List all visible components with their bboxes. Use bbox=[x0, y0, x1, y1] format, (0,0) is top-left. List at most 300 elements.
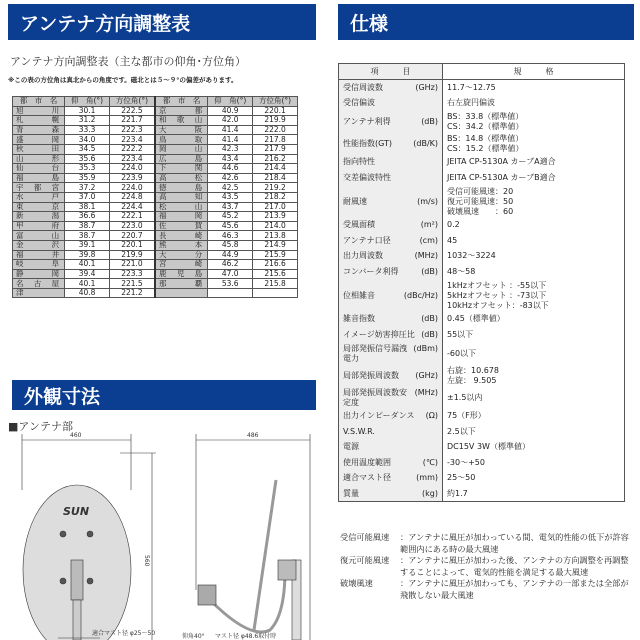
spec-value bbox=[443, 80, 625, 96]
elevation-angle: 40.8 bbox=[65, 288, 110, 298]
azimuth-angle: 215.8 bbox=[253, 279, 298, 289]
azimuth-angle: 213.9 bbox=[253, 212, 298, 222]
spec-value bbox=[443, 486, 625, 502]
table-row bbox=[13, 192, 298, 202]
azimuth-angle bbox=[253, 288, 298, 298]
spec-row bbox=[339, 264, 625, 280]
city-name: 岡山 bbox=[155, 144, 208, 154]
width-dimension: 460 bbox=[70, 432, 82, 439]
city-name: 下関 bbox=[155, 164, 208, 174]
city-name: 富山 bbox=[13, 231, 65, 241]
azimuth-angle: 219.2 bbox=[253, 183, 298, 193]
spec-row bbox=[339, 218, 625, 234]
spec-item bbox=[339, 455, 443, 471]
azimuth-angle: 220.7 bbox=[109, 231, 155, 241]
spec-value bbox=[443, 95, 625, 111]
spec-row bbox=[339, 80, 625, 96]
table-row bbox=[13, 183, 298, 193]
spec-item bbox=[339, 186, 443, 218]
city-name: 秋田 bbox=[13, 144, 65, 154]
azimuth-angle: 222.0 bbox=[253, 125, 298, 135]
spec-value-line: 0.45（標準値） bbox=[447, 314, 505, 324]
elevation-angle: 46.2 bbox=[208, 260, 253, 270]
spec-value bbox=[443, 111, 625, 133]
elevation-angle: 39.8 bbox=[65, 250, 110, 260]
spec-value bbox=[443, 280, 625, 312]
spec-value bbox=[443, 155, 625, 171]
spec-item-unit: (dB) bbox=[421, 329, 438, 339]
city-name: 広島 bbox=[155, 154, 208, 164]
azimuth-angle: 222.3 bbox=[109, 125, 155, 135]
spec-value bbox=[443, 327, 625, 343]
spec-value bbox=[443, 455, 625, 471]
spec-value-line: -60以下 bbox=[447, 348, 477, 358]
city-name: 大分 bbox=[155, 250, 208, 260]
azimuth-angle: 221.2 bbox=[109, 288, 155, 298]
city-name: 岐阜 bbox=[13, 260, 65, 270]
spec-value bbox=[443, 249, 625, 265]
spec-item-name: 交差偏波特性 bbox=[343, 172, 391, 182]
azimuth-angle: 216.6 bbox=[253, 260, 298, 270]
table-note: ※この表の方位角は真北からの角度です。磁北とは５～９°の偏差があります。 bbox=[8, 76, 238, 84]
elevation-angle: 40.1 bbox=[65, 260, 110, 270]
mast-diameter-label: 適合マスト径 φ25～50 bbox=[92, 630, 156, 637]
spec-item-name: 適合マスト径 bbox=[343, 473, 391, 483]
spec-item-name: 指向特性 bbox=[343, 157, 375, 167]
spec-item bbox=[339, 471, 443, 487]
spec-item-name: 出力インピーダンス bbox=[343, 411, 415, 421]
elevation-angle: 30.1 bbox=[65, 106, 110, 116]
spec-item-name: 質量 bbox=[343, 488, 359, 498]
spec-value bbox=[443, 264, 625, 280]
spec-item-unit: (m/s) bbox=[417, 196, 438, 206]
spec-header-row bbox=[339, 64, 625, 80]
spec-value-line: CS：15.2（標準値） bbox=[447, 143, 524, 153]
column-header: 都 市 名 bbox=[155, 97, 208, 107]
elevation-angle: 43.5 bbox=[208, 192, 253, 202]
elevation-angle: 37.2 bbox=[65, 183, 110, 193]
elevation-angle: 53.6 bbox=[208, 279, 253, 289]
elevation-angle: 38.7 bbox=[65, 221, 110, 231]
spec-value bbox=[443, 365, 625, 387]
spec-value-line: 5kHzオフセット ：-73以下 bbox=[447, 290, 547, 300]
table-subtitle: アンテナ方向調整表（主な都市の仰角･方位角） bbox=[10, 55, 247, 68]
elevation-angle: 45.8 bbox=[208, 240, 253, 250]
city-name: 長崎 bbox=[155, 231, 208, 241]
spec-value-line: 右旋：10.678 bbox=[447, 365, 499, 375]
spec-item-unit: (GHz) bbox=[415, 82, 438, 92]
azimuth-angle: 223.4 bbox=[109, 135, 155, 145]
spec-item-name: 受風面積 bbox=[343, 220, 375, 230]
city-name: 宇都宮 bbox=[13, 183, 65, 193]
spec-item bbox=[339, 343, 443, 365]
spec-item bbox=[339, 170, 443, 186]
spec-value bbox=[443, 170, 625, 186]
spec-row bbox=[339, 440, 625, 456]
column-header: 仰 角(°) bbox=[65, 97, 110, 107]
elevation-angle: 45.2 bbox=[208, 212, 253, 222]
azimuth-angle: 222.5 bbox=[109, 106, 155, 116]
city-name: 熊本 bbox=[155, 240, 208, 250]
spec-item-name: 受信周波数 bbox=[343, 82, 383, 92]
spec-value-line: BS：14.8（標準値） bbox=[447, 133, 524, 143]
note-term: 受信可能風速 bbox=[340, 532, 390, 542]
spec-value bbox=[443, 409, 625, 425]
spec-item-name: 耐風速 bbox=[343, 196, 367, 206]
spec-item-unit: (kg) bbox=[422, 488, 438, 498]
spec-value bbox=[443, 440, 625, 456]
spec-row bbox=[339, 233, 625, 249]
section-title: 仕様 bbox=[350, 12, 389, 35]
spec-item-unit: (m²) bbox=[420, 220, 438, 230]
spec-row bbox=[339, 327, 625, 343]
depth-dimension: 486 bbox=[247, 432, 259, 439]
city-name: 盛岡 bbox=[13, 135, 65, 145]
azimuth-angle: 222.1 bbox=[109, 212, 155, 222]
spec-item bbox=[339, 133, 443, 155]
city-name: 松山 bbox=[155, 202, 208, 212]
spec-row bbox=[339, 455, 625, 471]
spec-row bbox=[339, 486, 625, 502]
elevation-angle: 46.3 bbox=[208, 231, 253, 241]
azimuth-angle: 217.0 bbox=[253, 202, 298, 212]
column-header: 方位角(°) bbox=[253, 97, 298, 107]
spec-item bbox=[339, 424, 443, 440]
note-item bbox=[340, 532, 635, 555]
elevation-angle: 45.6 bbox=[208, 221, 253, 231]
spec-value-line: 45 bbox=[447, 235, 458, 245]
elevation-angle: 39.1 bbox=[65, 240, 110, 250]
spec-value-line: 1032～3224 bbox=[447, 251, 496, 261]
spec-row bbox=[339, 409, 625, 425]
spec-value bbox=[443, 471, 625, 487]
elevation-angle: 40.9 bbox=[208, 106, 253, 116]
spec-value-line: 75（F形） bbox=[447, 411, 486, 421]
city-name: 甲府 bbox=[13, 221, 65, 231]
note-item bbox=[340, 555, 635, 578]
spec-item-name: 電源 bbox=[343, 442, 359, 452]
spec-value-line: 復元可能風速：50 bbox=[447, 196, 514, 206]
spec-value-line: 2.5以下 bbox=[447, 426, 476, 436]
azimuth-angle: 219.9 bbox=[109, 250, 155, 260]
azimuth-angle: 222.2 bbox=[109, 144, 155, 154]
city-name: 旭川 bbox=[13, 106, 65, 116]
header-spec: 規 格 bbox=[443, 64, 625, 80]
antenna-section-label: ■アンテナ部 bbox=[8, 420, 73, 433]
spec-item bbox=[339, 312, 443, 328]
azimuth-angle: 221.5 bbox=[109, 279, 155, 289]
spec-value bbox=[443, 233, 625, 249]
city-name: 高知 bbox=[155, 192, 208, 202]
elevation-angle: 42.3 bbox=[208, 144, 253, 154]
city-name: 佐賀 bbox=[155, 221, 208, 231]
table-row bbox=[13, 231, 298, 241]
city-name: 鳥取 bbox=[155, 135, 208, 145]
spec-item bbox=[339, 365, 443, 387]
brand-logo: SUN bbox=[63, 505, 90, 518]
spec-item-name: コンバータ利得 bbox=[343, 266, 399, 276]
city-name: 津 bbox=[13, 288, 65, 298]
azimuth-angle: 217.8 bbox=[253, 135, 298, 145]
height-dimension: 560 bbox=[143, 555, 150, 567]
spec-value-line: 55以下 bbox=[447, 329, 474, 339]
elevation-angle bbox=[208, 288, 253, 298]
column-header: 都 市 名 bbox=[13, 97, 65, 107]
spec-value-line: -30～+50 bbox=[447, 457, 485, 467]
azimuth-angle: 223.0 bbox=[109, 221, 155, 231]
table-row bbox=[13, 260, 298, 270]
spec-item-unit: (cm) bbox=[419, 235, 438, 245]
spec-value-line: DC15V 3W（標準値） bbox=[447, 442, 530, 452]
spec-value-line: 1kHzオフセット ：-55以下 bbox=[447, 280, 547, 290]
city-name bbox=[155, 288, 208, 298]
note-term: 復元可能風速 bbox=[340, 555, 390, 565]
spec-value bbox=[443, 312, 625, 328]
elevation-angle: 37.0 bbox=[65, 192, 110, 202]
spec-row bbox=[339, 280, 625, 312]
city-name: 名古屋 bbox=[13, 279, 65, 289]
spec-item-unit: (dB/K) bbox=[413, 138, 438, 148]
spec-value-line: JEITA CP-5130A カーブB適合 bbox=[447, 172, 556, 182]
header-item: 項 目 bbox=[339, 64, 443, 80]
spec-item-unit: (dB) bbox=[421, 314, 438, 324]
elevation-angle: 43.4 bbox=[208, 154, 253, 164]
table-row bbox=[13, 173, 298, 183]
azimuth-angle: 219.9 bbox=[253, 116, 298, 126]
spec-value-line: 右左旋円偏波 bbox=[447, 97, 495, 107]
spec-value-line: 受信可能風速：20 bbox=[447, 186, 514, 196]
elevation-angle: 47.0 bbox=[208, 269, 253, 279]
azimuth-angle: 217.9 bbox=[253, 144, 298, 154]
elevation-angle: 39.4 bbox=[65, 269, 110, 279]
spec-notes bbox=[340, 532, 635, 601]
mast-mount-label: マスト径 φ48.6取付時 bbox=[215, 633, 277, 640]
note-definition: ：アンテナに風圧が加わった後、アンテナの方向調整を再調整することによって、電気的性能を満足する最大風速 bbox=[400, 555, 629, 577]
spec-item bbox=[339, 233, 443, 249]
spec-row bbox=[339, 249, 625, 265]
spec-value-line: 10kHzオフセット：-83以下 bbox=[447, 300, 549, 310]
spec-row bbox=[339, 471, 625, 487]
city-name: 福岡 bbox=[155, 212, 208, 222]
spec-value bbox=[443, 424, 625, 440]
spec-value-line: CS：34.2（標準値） bbox=[447, 121, 524, 131]
elevation-angle: 42.5 bbox=[208, 183, 253, 193]
city-name: 山形 bbox=[13, 154, 65, 164]
azimuth-angle: 215.6 bbox=[253, 269, 298, 279]
spec-item-unit: (Ω) bbox=[425, 411, 438, 421]
spec-row bbox=[339, 95, 625, 111]
spec-item-name: 局部発振信号漏洩電力 bbox=[343, 343, 407, 363]
spec-item-unit: (℃) bbox=[422, 457, 438, 467]
spec-value bbox=[443, 186, 625, 218]
elevation-angle: 35.9 bbox=[65, 173, 110, 183]
spec-row bbox=[339, 312, 625, 328]
city-name: 徳島 bbox=[155, 183, 208, 193]
spec-item bbox=[339, 249, 443, 265]
spec-item bbox=[339, 387, 443, 409]
azimuth-angle: 214.4 bbox=[253, 164, 298, 174]
section-title: アンテナ方向調整表 bbox=[20, 12, 191, 35]
dimensions-banner bbox=[12, 380, 316, 410]
azimuth-angle: 223.9 bbox=[109, 173, 155, 183]
spec-item bbox=[339, 264, 443, 280]
elevation-angle: 35.3 bbox=[65, 164, 110, 174]
city-angle-table bbox=[12, 96, 298, 298]
elevation-angle: 41.4 bbox=[208, 125, 253, 135]
spec-item-name: 局部発振周波数安定度 bbox=[343, 387, 407, 407]
table-row bbox=[13, 221, 298, 231]
elevation-angle: 44.9 bbox=[208, 250, 253, 260]
spec-value-line: 破壊風速 ：60 bbox=[447, 206, 514, 216]
city-name: 仙台 bbox=[13, 164, 65, 174]
city-name: 京都 bbox=[155, 106, 208, 116]
spec-item-name: アンテナ口径 bbox=[343, 235, 391, 245]
azimuth-angle: 221.0 bbox=[109, 260, 155, 270]
spec-value-line: 左旋： 9.505 bbox=[447, 375, 497, 385]
city-name: 那覇 bbox=[155, 279, 208, 289]
spec-banner bbox=[338, 4, 634, 40]
city-name: 鹿児島 bbox=[155, 269, 208, 279]
spec-row bbox=[339, 387, 625, 409]
spec-item-unit: (mm) bbox=[416, 473, 438, 483]
table-row bbox=[13, 288, 298, 298]
table-row bbox=[13, 144, 298, 154]
table-row bbox=[13, 269, 298, 279]
azimuth-angle: 223.3 bbox=[109, 269, 155, 279]
note-item bbox=[340, 578, 635, 601]
table-row bbox=[13, 279, 298, 289]
column-header: 方位角(°) bbox=[109, 97, 155, 107]
table-row bbox=[13, 125, 298, 135]
elevation-angle: 35.6 bbox=[65, 154, 110, 164]
spec-value bbox=[443, 218, 625, 234]
spec-item-unit: (dB) bbox=[421, 266, 438, 276]
azimuth-angle: 224.4 bbox=[109, 202, 155, 212]
spec-row bbox=[339, 343, 625, 365]
elevation-label: 仰角40° bbox=[182, 633, 205, 640]
elevation-angle: 36.6 bbox=[65, 212, 110, 222]
elevation-angle: 34.5 bbox=[65, 144, 110, 154]
elevation-angle: 43.7 bbox=[208, 202, 253, 212]
elevation-angle: 31.2 bbox=[65, 116, 110, 126]
azimuth-angle: 213.8 bbox=[253, 231, 298, 241]
spec-item-unit: (GHz) bbox=[415, 370, 438, 380]
azimuth-angle: 220.1 bbox=[253, 106, 298, 116]
azimuth-angle: 224.0 bbox=[109, 164, 155, 174]
antenna-dimension-drawing bbox=[0, 430, 330, 640]
spec-value bbox=[443, 387, 625, 409]
table-row bbox=[13, 164, 298, 174]
city-name: 静岡 bbox=[13, 269, 65, 279]
city-name: 宮崎 bbox=[155, 260, 208, 270]
spec-row bbox=[339, 155, 625, 171]
spec-row bbox=[339, 365, 625, 387]
azimuth-angle: 221.7 bbox=[109, 116, 155, 126]
city-name: 青森 bbox=[13, 125, 65, 135]
elevation-angle: 38.1 bbox=[65, 202, 110, 212]
azimuth-angle: 214.0 bbox=[253, 221, 298, 231]
spec-item bbox=[339, 280, 443, 312]
spec-item-name: 局部発振周波数 bbox=[343, 370, 399, 380]
spec-row bbox=[339, 186, 625, 218]
spec-item-unit: (dBm) bbox=[413, 343, 438, 353]
spec-item-name: 出力周波数 bbox=[343, 251, 383, 261]
spec-item bbox=[339, 111, 443, 133]
spec-item-name: 性能指数(GT) bbox=[343, 138, 393, 148]
spec-item-name: 使用温度範囲 bbox=[343, 457, 391, 467]
spec-item-name: 受信偏波 bbox=[343, 97, 375, 107]
spec-item bbox=[339, 218, 443, 234]
azimuth-angle: 216.2 bbox=[253, 154, 298, 164]
spec-value-line: 約1.7 bbox=[447, 488, 468, 498]
spec-value-line: 0.2 bbox=[447, 220, 460, 230]
spec-item bbox=[339, 155, 443, 171]
spec-row bbox=[339, 133, 625, 155]
spec-item bbox=[339, 486, 443, 502]
spec-item-name: V.S.W.R. bbox=[343, 426, 375, 436]
note-term: 破壊風速 bbox=[340, 578, 373, 588]
spec-row bbox=[339, 424, 625, 440]
spec-row bbox=[339, 111, 625, 133]
azimuth-angle: 220.1 bbox=[109, 240, 155, 250]
section-title: 外観寸法 bbox=[24, 385, 101, 408]
elevation-angle: 38.7 bbox=[65, 231, 110, 241]
city-name: 高松 bbox=[155, 173, 208, 183]
elevation-angle: 42.0 bbox=[208, 116, 253, 126]
elevation-angle: 33.3 bbox=[65, 125, 110, 135]
spec-value bbox=[443, 343, 625, 365]
elevation-angle: 41.4 bbox=[208, 135, 253, 145]
azimuth-angle: 218.2 bbox=[253, 192, 298, 202]
spec-item-name: アンテナ利得 bbox=[343, 116, 391, 126]
spec-item bbox=[339, 95, 443, 111]
spec-item bbox=[339, 327, 443, 343]
direction-table-banner bbox=[8, 4, 316, 40]
spec-item-name: 位相雑音 bbox=[343, 290, 375, 300]
city-name: 福井 bbox=[13, 250, 65, 260]
spec-row bbox=[339, 170, 625, 186]
spec-value-line: BS：33.8（標準値） bbox=[447, 111, 524, 121]
spec-item-name: 雑音指数 bbox=[343, 314, 375, 324]
azimuth-angle: 214.9 bbox=[253, 240, 298, 250]
city-name: 福島 bbox=[13, 173, 65, 183]
city-name: 水戸 bbox=[13, 192, 65, 202]
elevation-angle: 40.1 bbox=[65, 279, 110, 289]
elevation-angle: 42.6 bbox=[208, 173, 253, 183]
spec-value-line: ±1.5以内 bbox=[447, 392, 483, 402]
city-name: 札幌 bbox=[13, 116, 65, 126]
table-header-row bbox=[13, 97, 298, 107]
spec-item bbox=[339, 440, 443, 456]
note-definition: ：アンテナに風圧が加わっても、アンテナの一部または全部が飛散しない最大風速 bbox=[400, 578, 629, 600]
note-definition: ：アンテナに風圧が加わっている間、電気的性能の低下が許容範囲内にある時の最大風速 bbox=[400, 532, 629, 554]
spec-item-unit: (MHz) bbox=[414, 251, 438, 261]
spec-item bbox=[339, 80, 443, 96]
azimuth-angle: 223.4 bbox=[109, 154, 155, 164]
azimuth-angle: 218.4 bbox=[253, 173, 298, 183]
spec-item-unit: (MHz) bbox=[414, 387, 438, 397]
city-name: 大阪 bbox=[155, 125, 208, 135]
spec-value-line: 25～50 bbox=[447, 473, 476, 483]
elevation-angle: 44.6 bbox=[208, 164, 253, 174]
spec-table bbox=[338, 63, 625, 502]
spec-item bbox=[339, 409, 443, 425]
table-row bbox=[13, 212, 298, 222]
spec-value bbox=[443, 133, 625, 155]
spec-item-name: イメージ妨害抑圧比 bbox=[343, 329, 415, 339]
elevation-angle: 34.0 bbox=[65, 135, 110, 145]
city-name: 和歌山 bbox=[155, 116, 208, 126]
